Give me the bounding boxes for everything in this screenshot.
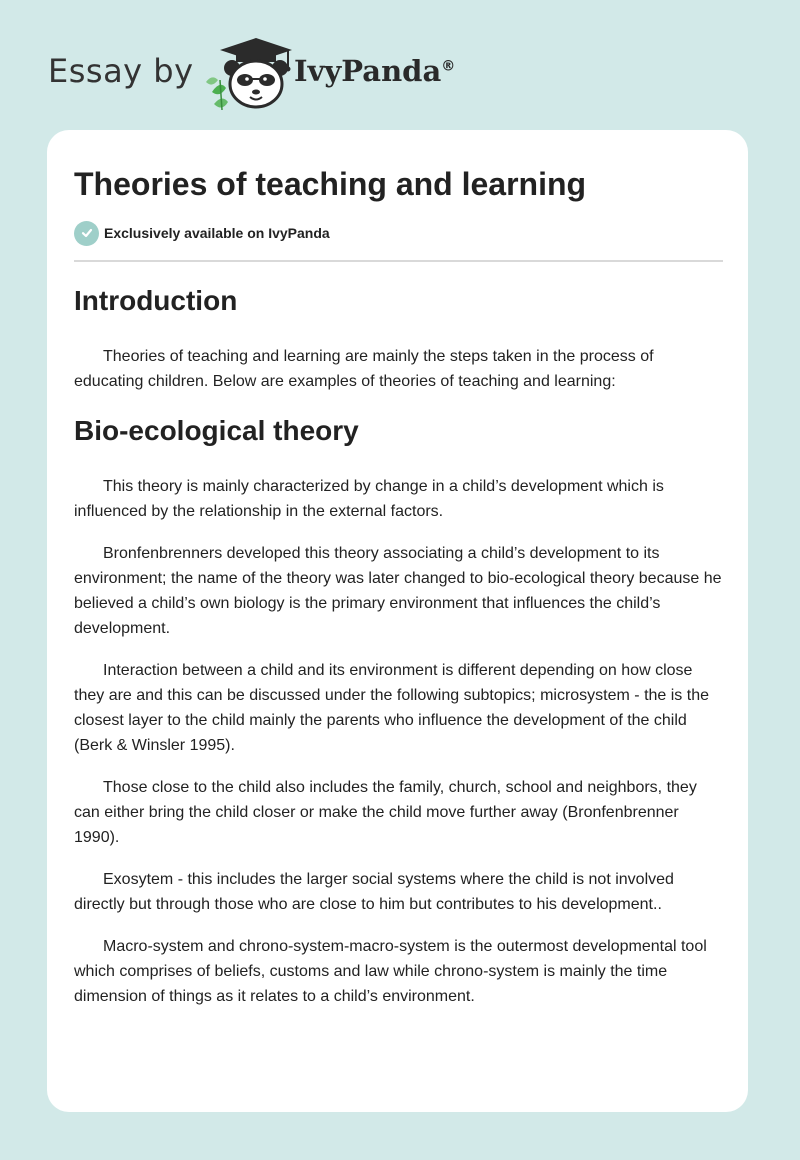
paragraph: Theories of teaching and learning are mainly the steps taken in the process of educating children. Below are examples of theories of teaching and learning: [74, 348, 654, 390]
essay-card [47, 130, 748, 1112]
paragraph: Macro-system and chrono-system-macro-system is the outermost developmental tool which comprises of beliefs, customs and law while chrono-system is mainly the time dimension of things as it relates to a child’s environment. [74, 938, 707, 1005]
site-header [48, 34, 548, 114]
brand-name[interactable]: IvyPanda® [294, 54, 456, 88]
badge-label: Exclusively available on IvyPanda [104, 225, 330, 241]
exclusive-badge [74, 220, 723, 246]
divider [74, 260, 723, 262]
section-heading-introduction: Introduction [74, 285, 238, 316]
page-title: Theories of teaching and learning [74, 166, 587, 202]
paragraph: Exosytem - this includes the larger social systems where the child is not involved directly but through those who are close to him but contributes to his development.. [74, 871, 674, 913]
check-circle-icon [74, 221, 99, 246]
paragraph: Interaction between a child and its environment is different depending on how close they are and this can be discussed under the following subtopics; microsystem - the is the closest layer to the child mainly the parents who influence the development of the child (Berk & Winsler 1995). [74, 662, 709, 754]
paragraph: Bronfenbrenners developed this theory associating a child’s development to its environment; the name of the theory was later changed to bio-ecological theory because he believed a child’s own biology is the primary environment that influences the child’s development. [74, 545, 722, 637]
panda-logo-icon[interactable] [200, 34, 296, 110]
registered-mark: ® [441, 58, 456, 75]
essay-by-label: Essay by [48, 52, 194, 90]
paragraph: Those close to the child also includes the family, church, school and neighbors, they can either bring the child closer or make the child move further away (Bronfenbrenner 1990). [74, 779, 697, 846]
essay-content [74, 130, 723, 1009]
paragraph: This theory is mainly characterized by change in a child’s development which is influenced by the relationship in the external factors. [74, 478, 664, 520]
section-heading-bio-ecological-theory: Bio-ecological theory [74, 415, 359, 446]
